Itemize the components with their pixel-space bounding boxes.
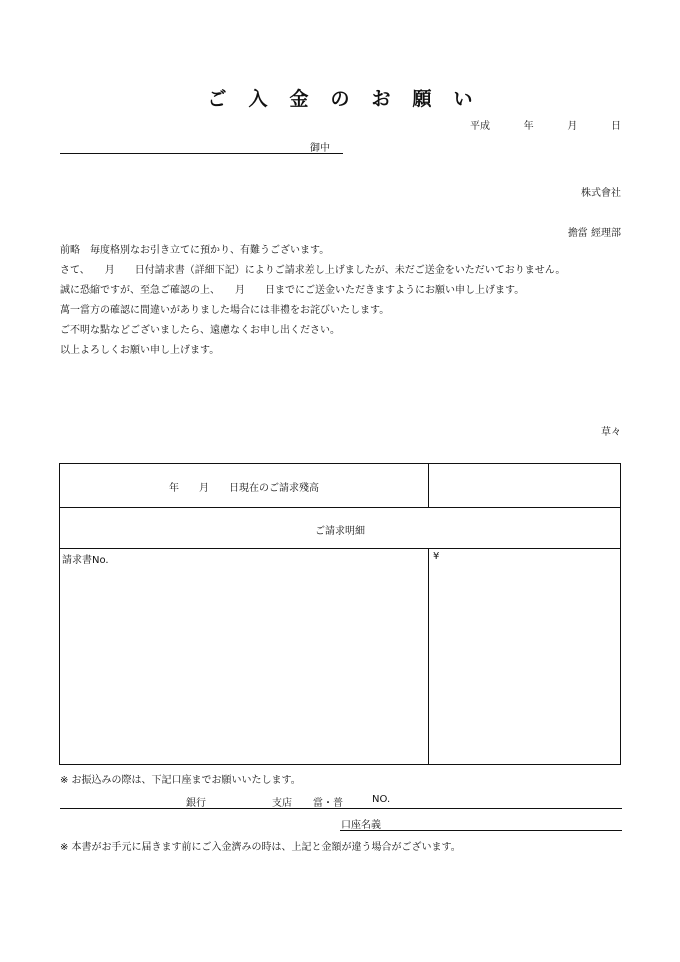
date-era: 平成 [470,121,490,132]
account-name-underline [340,830,622,831]
invoice-no-label: 請求書No. [62,555,109,566]
closing-phrase: 草々 [601,427,621,438]
body-paragraph: さて、 月 日付請求書（詳細下記）によりご請求差し上げましたが、未だご送金をいただいておりません。 [60,265,566,276]
branch-label: 支店 [272,798,292,809]
body-paragraph: 誠に恐縮ですが、至急ご確認の上、 月 日までにご送金いただきますようにお願い申し上げます。 [60,285,525,296]
addressee-suffix: 御中 [310,143,330,154]
transfer-note: ※ お振込みの際は、下記口座までお願いいたします。 [60,775,301,786]
body-paragraph: 前略 毎度格別なお引き立てに預かり、有難うございます。 [60,245,330,256]
sender-company: 株式會社 [581,188,621,199]
sender-department: 擔當 經理部 [567,228,621,239]
bank-label: 銀行 [186,798,206,809]
invoice-table [59,463,621,765]
date-year: 年 [523,121,534,132]
body-paragraph: ご不明な點などございましたら、遠慮なくお申し出ください。 [60,325,340,336]
balance-label-cell [60,464,429,507]
difference-note: ※ 本書がお手元に届きます前にご入金濟みの時は、上記と金額が違う場合がございます。 [60,842,461,853]
document-title: ご入金のお願い [207,88,495,110]
body-paragraph: 以上よろしくお願い申し上げます。 [60,345,220,356]
letter-body [60,241,622,361]
balance-row [60,464,620,508]
invoice-no-cell [60,549,429,764]
account-name-label: 口座名義 [341,820,381,831]
bank-underline [60,808,622,809]
addressee-underline [60,153,343,154]
amount-symbol: ¥ [433,551,440,562]
details-header-row [60,508,620,549]
details-row [60,549,620,764]
issue-date [470,117,621,132]
body-paragraph: 萬一當方の確認に間違いがありました場合には非禮をお詫びいたします。 [60,305,390,316]
account-type-label: 當・普 [313,798,343,809]
details-header: ご請求明細 [315,526,365,537]
account-number-label: NO. [372,794,391,805]
balance-label: 年 月 日現在のご請求殘高 [169,483,319,494]
date-month: 月 [567,121,578,132]
date-day: 日 [610,121,621,132]
